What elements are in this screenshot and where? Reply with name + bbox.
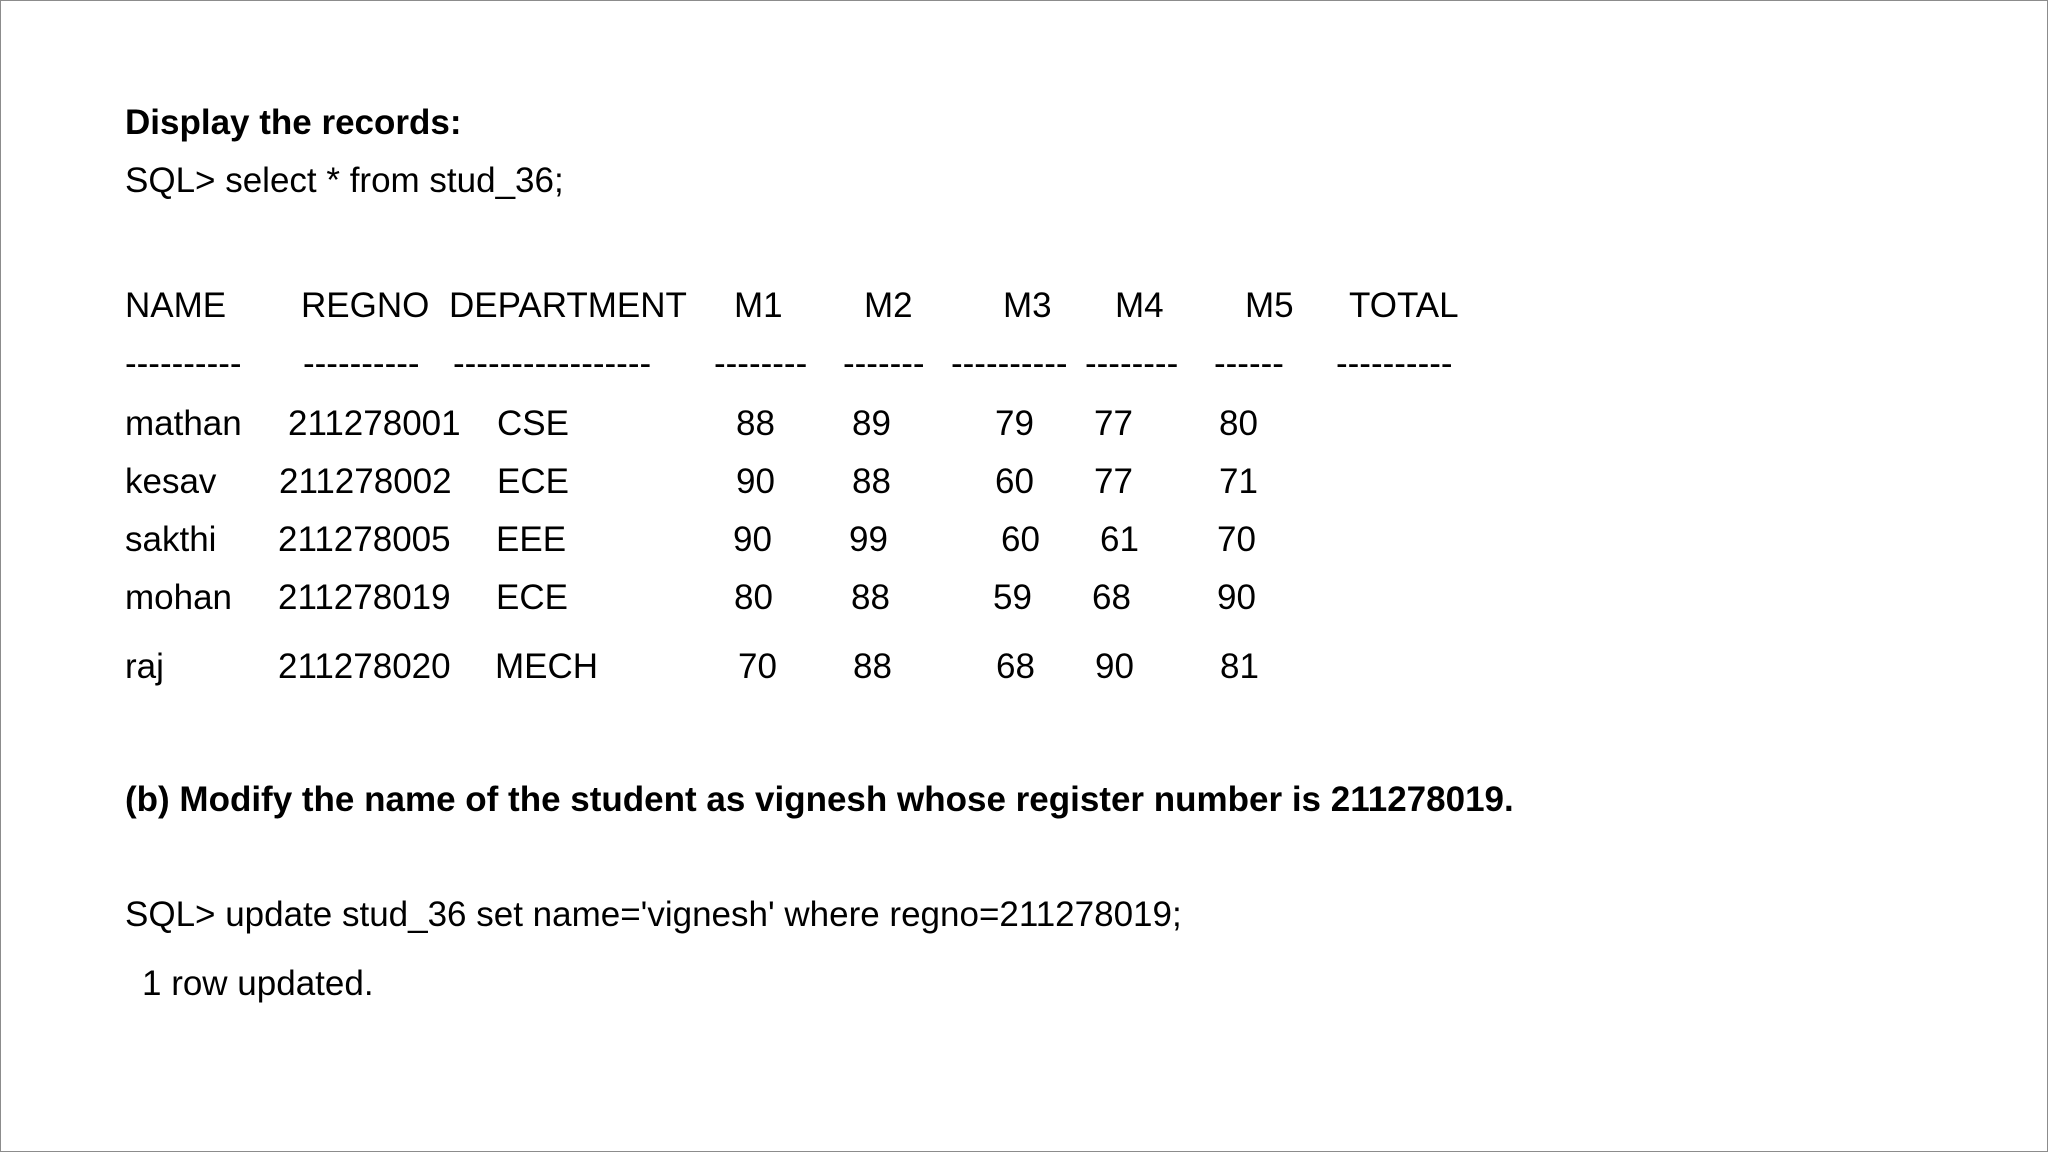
m2-cell: 99	[849, 520, 888, 559]
m4-cell: 90	[1095, 647, 1134, 686]
separator-dashes: ------	[1214, 344, 1284, 383]
m5-cell: 80	[1219, 404, 1258, 443]
m4-cell: 77	[1094, 462, 1133, 501]
column-header: M2	[864, 286, 913, 325]
m2-cell: 89	[852, 404, 891, 443]
name-cell: kesav	[125, 462, 217, 501]
m3-cell: 59	[993, 578, 1032, 617]
column-header: M4	[1115, 286, 1164, 325]
result-message: 1 row updated.	[142, 964, 374, 1003]
column-header: REGNO	[301, 286, 430, 325]
column-header: TOTAL	[1349, 286, 1459, 325]
separator-dashes: --------	[1085, 344, 1179, 383]
m2-cell: 88	[853, 647, 892, 686]
separator-dashes: ----------	[1336, 344, 1453, 383]
m1-cell: 90	[733, 520, 772, 559]
m2-cell: 88	[852, 462, 891, 501]
separator-dashes: ----------	[125, 344, 242, 383]
separator-dashes: -------	[843, 344, 925, 383]
m1-cell: 80	[734, 578, 773, 617]
m5-cell: 71	[1219, 462, 1258, 501]
m3-cell: 79	[995, 404, 1034, 443]
m5-cell: 70	[1217, 520, 1256, 559]
separator-dashes: -----------------	[453, 344, 652, 383]
m5-cell: 90	[1217, 578, 1256, 617]
column-header: DEPARTMENT	[449, 286, 687, 325]
question-b: (b) Modify the name of the student as vignesh whose register number is 211278019.	[125, 780, 1514, 819]
m1-cell: 90	[736, 462, 775, 501]
m1-cell: 88	[736, 404, 775, 443]
name-cell: sakthi	[125, 520, 217, 559]
m2-cell: 88	[851, 578, 890, 617]
regno-cell: 211278019	[278, 578, 451, 617]
m4-cell: 77	[1094, 404, 1133, 443]
column-header: NAME	[125, 286, 227, 325]
select-query: SQL> select * from stud_36;	[125, 161, 564, 200]
name-cell: raj	[125, 647, 164, 686]
regno-cell: 211278020	[278, 647, 451, 686]
separator-dashes: --------	[714, 344, 808, 383]
separator-dashes: ----------	[303, 344, 420, 383]
department-cell: MECH	[495, 647, 599, 686]
m1-cell: 70	[738, 647, 777, 686]
regno-cell: 211278001	[288, 404, 461, 443]
name-cell: mathan	[125, 404, 242, 443]
department-cell: EEE	[496, 520, 567, 559]
m4-cell: 68	[1092, 578, 1131, 617]
name-cell: mohan	[125, 578, 233, 617]
department-cell: ECE	[497, 462, 569, 501]
separator-dashes: ----------	[951, 344, 1068, 383]
regno-cell: 211278005	[278, 520, 451, 559]
section-heading: Display the records:	[125, 103, 462, 142]
department-cell: CSE	[497, 404, 569, 443]
regno-cell: 211278002	[279, 462, 452, 501]
m3-cell: 68	[996, 647, 1035, 686]
m3-cell: 60	[995, 462, 1034, 501]
column-header: M1	[734, 286, 783, 325]
m5-cell: 81	[1220, 647, 1259, 686]
column-header: M5	[1245, 286, 1294, 325]
m3-cell: 60	[1001, 520, 1040, 559]
department-cell: ECE	[496, 578, 568, 617]
m4-cell: 61	[1100, 520, 1139, 559]
update-query: SQL> update stud_36 set name='vignesh' where regno=211278019;	[125, 895, 1182, 934]
column-header: M3	[1003, 286, 1052, 325]
